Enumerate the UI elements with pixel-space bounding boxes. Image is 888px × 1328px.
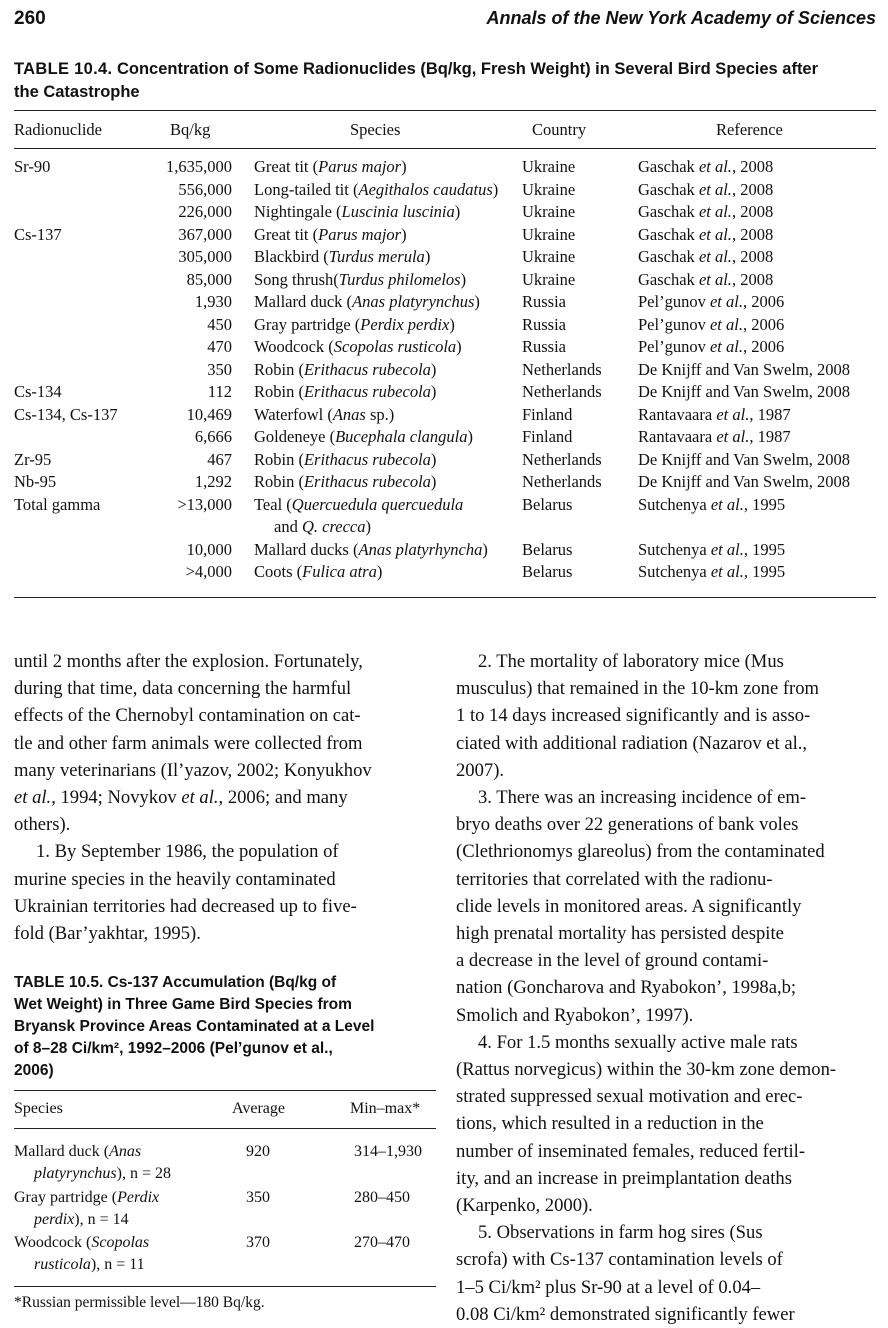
range-cell: 314–1,930 (354, 1143, 422, 1160)
range-cell: 280–450 (354, 1189, 410, 1206)
text-line: territories that correlated with the radionu- (456, 868, 773, 890)
species-cell-cont: perdix), n = 14 (34, 1211, 129, 1228)
col-header-bqkg: Bq/kg (170, 120, 211, 139)
text-line: ciated with additional radiation (Nazarov et al., (456, 732, 808, 754)
text-line: 5. Observations in farm hog sires (Sus (478, 1222, 763, 1244)
text-line: murine species in the heavily contaminated (14, 868, 336, 890)
text-fragment: , 1994; Novykov (51, 787, 182, 809)
species-cell-cont: platyrynchus), n = 28 (34, 1165, 172, 1182)
table-row (14, 315, 876, 337)
species-cell: Robin (Erithacus rubecola) (254, 382, 437, 401)
table-10-5-caption (14, 972, 436, 1082)
species-cell: Long-tailed tit (Aegithalos caudatus) (254, 179, 499, 199)
caption-text: Cs-137 Accumulation (Bq/kg of (107, 974, 337, 991)
text-line: a decrease in the level of ground contami- (456, 950, 769, 972)
col-header-average: Average (232, 1100, 285, 1117)
reference-cell: Rantavaara et al., 1987 (638, 404, 791, 424)
col-header-species: Species (350, 120, 401, 139)
species-cell: Robin (Erithacus rubecola) (254, 359, 437, 379)
table-row (14, 360, 876, 382)
text-line: Ukrainian territories had decreased up to five- (14, 895, 357, 917)
country-cell: Netherlands (522, 382, 602, 401)
page-number: 260 (14, 8, 46, 29)
table-row (14, 562, 876, 584)
radionuclide-cell: Total gamma (14, 494, 101, 514)
text-line: 1 to 14 days increased significantly and is asso- (456, 705, 811, 727)
caption-text: of 8–28 Ci/km², 1992–2006 (Pel’gunov et al., (14, 1040, 333, 1057)
text-line: scrofa) with Cs-137 contamination levels of (456, 1249, 783, 1271)
text-line: high prenatal mortality has persisted despite (456, 923, 784, 945)
text-line: Smolich and Ryabokon’, 1997). (456, 1004, 694, 1026)
value-cell: 10,469 (186, 404, 232, 424)
reference-cell: Gaschak et al., 2008 (638, 202, 774, 221)
species-cell: Great tit (Parus major) (254, 224, 407, 244)
average-cell: 370 (246, 1234, 270, 1251)
reference-cell: Pel’gunov et al., 2006 (638, 314, 785, 334)
table5-bottom-rule (14, 1286, 436, 1287)
table-row (14, 202, 876, 224)
value-cell: 556,000 (178, 179, 232, 199)
value-cell: 1,292 (194, 472, 232, 491)
country-cell: Belarus (522, 562, 573, 581)
country-cell: Russia (522, 292, 567, 311)
value-cell: 467 (207, 449, 232, 469)
paragraph-intro (14, 648, 436, 838)
reference-cell: Gaschak et al., 2008 (638, 269, 774, 289)
reference-cell: Pel’gunov et al., 2006 (638, 337, 785, 356)
species-cell: Great tit (Parus major) (254, 157, 407, 176)
species-cell: Robin (Erithacus rubecola) (254, 472, 437, 491)
species-cell: Mallard duck (Anas (14, 1143, 142, 1160)
table-row (14, 382, 876, 404)
text-line: others). (14, 814, 71, 836)
text-line: clide levels in monitored areas. A significantly (456, 895, 802, 917)
journal-title: Annals of the New York Academy of Sciences (486, 8, 876, 28)
table-row (14, 337, 876, 359)
table-row (14, 472, 876, 494)
text-line: during that time, data concerning the harmful (14, 678, 352, 700)
radionuclide-cell: Sr-90 (14, 157, 51, 176)
value-cell: 350 (207, 359, 232, 379)
table-row (14, 292, 876, 314)
text-line: until 2 months after the explosion. Fortunately, (14, 651, 363, 672)
reference-cell: Sutchenya et al., 1995 (638, 562, 786, 581)
text-line: tle and other farm animals were collected from (14, 732, 363, 754)
country-cell: Ukraine (522, 247, 576, 266)
species-cell-cont: and Q. crecca) (274, 517, 371, 536)
table5-top-rule (14, 1090, 436, 1091)
text-line: fold (Bar’yakhtar, 1995). (14, 923, 201, 945)
species-cell: Song thrush(Turdus philomelos) (254, 269, 467, 289)
country-cell: Belarus (522, 494, 573, 514)
col-header-reference: Reference (716, 120, 783, 139)
value-cell: 6,666 (194, 427, 232, 446)
text-line: 1. By September 1986, the population of (36, 841, 339, 863)
table-label: TABLE 10.5. (14, 974, 104, 991)
species-cell: Mallard duck (Anas platyrynchus) (254, 292, 480, 311)
text-line (14, 784, 436, 811)
species-cell: Woodcock (Scopolas (14, 1234, 150, 1251)
reference-cell: Sutchenya et al., 1995 (638, 539, 786, 559)
text-line: 3. There was an increasing incidence of em- (478, 787, 807, 809)
value-cell: 1,635,000 (166, 157, 232, 176)
species-cell: Mallard ducks (Anas platyrhyncha) (254, 539, 488, 559)
species-cell: Gray partridge (Perdix perdix) (254, 314, 455, 334)
species-cell: Robin (Erithacus rubecola) (254, 449, 437, 469)
text-line: 0.08 Ci/km² demonstrated significantly fewer (456, 1303, 795, 1325)
text-line: tions, which resulted in a reduction in the (456, 1113, 764, 1135)
species-cell: Teal (Quercuedula quercuedula (254, 494, 464, 514)
text-line: effects of the Chernobyl contamination on cat- (14, 705, 361, 727)
reference-cell: Gaschak et al., 2008 (638, 157, 774, 176)
species-cell: Coots (Fulica atra) (254, 562, 383, 581)
text-line: 2007). (456, 759, 505, 781)
col-header-minmax: Min–max* (350, 1100, 421, 1117)
value-cell: 1,930 (194, 292, 232, 311)
paragraph-1 (14, 838, 436, 947)
value-cell: 470 (207, 337, 232, 356)
species-cell: Nightingale (Luscinia luscinia) (254, 202, 461, 221)
reference-cell: Rantavaara et al., 1987 (638, 427, 791, 446)
text-line: 1–5 Ci/km² plus Sr-90 at a level of 0.04– (456, 1276, 761, 1298)
caption-text: Concentration of Some Radionuclides (Bq/kg, Fresh Weight) in Several Bird Species after (116, 60, 819, 78)
country-cell: Russia (522, 314, 567, 334)
reference-cell: Sutchenya et al., 1995 (638, 494, 786, 514)
reference-cell: De Knijff and Van Swelm, 2008 (638, 449, 851, 469)
table-footnote: *Russian permissible level—180 Bq/kg. (14, 1294, 265, 1311)
text-line: (Rattus norvegicus) within the 30-km zone demon- (456, 1059, 837, 1081)
table-row (14, 180, 876, 202)
radionuclide-cell: Cs-137 (14, 224, 62, 244)
radionuclide-cell: Cs-134 (14, 382, 62, 401)
right-column-text (456, 648, 876, 1328)
text-line: nation (Goncharova and Ryabokon’, 1998a,b; (456, 977, 797, 999)
text-line: bryo deaths over 22 generations of bank voles (456, 814, 799, 836)
value-cell: 10,000 (186, 539, 232, 559)
text-line: number of inseminated females, reduced fertil- (456, 1140, 806, 1162)
radionuclide-cell: Nb-95 (14, 472, 57, 491)
reference-cell: Gaschak et al., 2008 (638, 224, 774, 244)
average-cell: 920 (246, 1143, 270, 1160)
species-cell: Blackbird (Turdus merula) (254, 247, 431, 266)
reference-cell: De Knijff and Van Swelm, 2008 (638, 359, 851, 379)
table-row-cont (14, 517, 876, 539)
country-cell: Netherlands (522, 472, 602, 491)
country-cell: Ukraine (522, 179, 576, 199)
table-row (14, 450, 876, 472)
table-row (14, 270, 876, 292)
species-cell: Woodcock (Scopolas rusticola) (254, 337, 462, 356)
caption-text: Wet Weight) in Three Game Bird Species from (14, 996, 352, 1013)
reference-cell: Gaschak et al., 2008 (638, 179, 774, 199)
reference-cell: Gaschak et al., 2008 (638, 247, 774, 266)
country-cell: Belarus (522, 539, 573, 559)
value-cell: >4,000 (185, 562, 232, 581)
text-line: many veterinarians (Il’yazov, 2002; Konyukhov (14, 759, 372, 781)
value-cell: 450 (207, 314, 232, 334)
radionuclide-cell: Zr-95 (14, 449, 52, 469)
table-label: TABLE 10.4. (14, 60, 113, 78)
value-cell: >13,000 (177, 494, 232, 514)
table-row (14, 495, 876, 517)
species-cell: Waterfowl (Anas sp.) (254, 404, 395, 424)
table-row (14, 405, 876, 427)
table-header-rule (14, 148, 876, 149)
reference-cell: De Knijff and Van Swelm, 2008 (638, 472, 851, 491)
text-line: (Clethrionomys glareolus) from the contaminated (456, 841, 825, 863)
species-cell: Gray partridge (Perdix (14, 1189, 160, 1206)
col-header-country: Country (532, 120, 587, 139)
value-cell: 367,000 (178, 224, 232, 244)
reference-cell: De Knijff and Van Swelm, 2008 (638, 382, 851, 401)
country-cell: Ukraine (522, 224, 576, 244)
species-cell: Goldeneye (Bucephala clangula) (254, 427, 474, 446)
radionuclide-cell: Cs-134, Cs-137 (14, 404, 118, 424)
table-top-rule (14, 110, 876, 111)
average-cell: 350 (246, 1189, 270, 1206)
caption-text: Bryansk Province Areas Contaminated at a Level (14, 1018, 375, 1035)
table5-header-rule (14, 1128, 436, 1129)
table-row (14, 157, 876, 179)
text-line: 2. The mortality of laboratory mice (Mus (478, 651, 784, 672)
country-cell: Netherlands (522, 359, 602, 379)
text-line: (Karpenko, 2000). (456, 1195, 593, 1217)
col-header-species: Species (14, 1100, 63, 1117)
text-fragment: , 2006; and many (218, 787, 348, 809)
country-cell: Ukraine (522, 202, 576, 221)
country-cell: Ukraine (522, 157, 576, 176)
value-cell: 305,000 (178, 247, 232, 266)
table-row (14, 247, 876, 269)
caption-text-cont: the Catastrophe (14, 83, 140, 101)
table-bottom-rule (14, 597, 876, 598)
reference-cell: Pel’gunov et al., 2006 (638, 292, 785, 311)
country-cell: Ukraine (522, 269, 576, 289)
range-cell: 270–470 (354, 1234, 410, 1251)
species-cell-cont: rusticola), n = 11 (34, 1256, 145, 1273)
text-line: strated suppressed sexual motivation and erec- (456, 1086, 803, 1108)
italic-text: et al. (181, 787, 219, 809)
value-cell: 226,000 (178, 202, 232, 221)
value-cell: 112 (207, 382, 232, 401)
text-line: 4. For 1.5 months sexually active male rats (478, 1031, 798, 1053)
country-cell: Netherlands (522, 449, 602, 469)
table-10-4-caption (14, 58, 876, 104)
table-row (14, 540, 876, 562)
country-cell: Finland (522, 404, 573, 424)
page-header (14, 8, 876, 34)
text-line: ity, and an increase in preimplantation deaths (456, 1167, 792, 1189)
value-cell: 85,000 (186, 269, 232, 289)
left-column-text (14, 648, 436, 947)
italic-text: et al. (14, 787, 52, 809)
table-row (14, 427, 876, 449)
col-header-radionuclide: Radionuclide (14, 120, 102, 139)
text-line: musculus) that remained in the 10-km zone from (456, 678, 819, 700)
country-cell: Russia (522, 337, 567, 356)
caption-text: 2006) (14, 1062, 54, 1079)
table-row (14, 225, 876, 247)
country-cell: Finland (522, 427, 573, 446)
